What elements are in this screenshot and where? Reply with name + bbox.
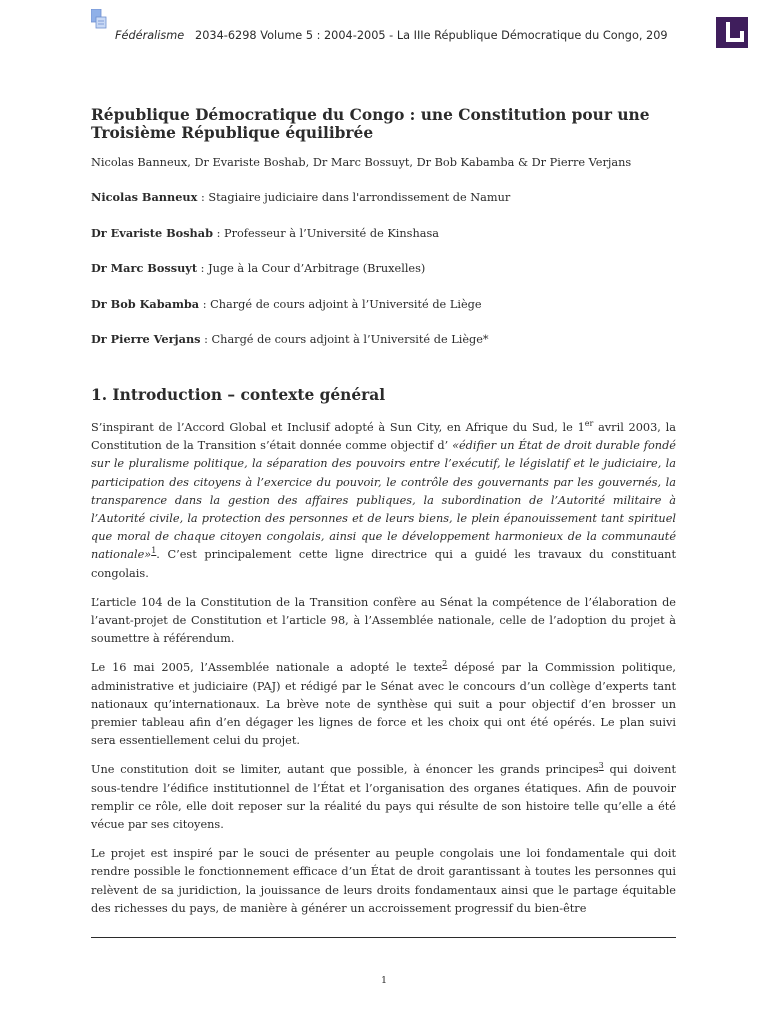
p3-text-a: Le 16 mai 2005, l’Assemblée nationale a adopté le texte (91, 661, 443, 675)
constitution-quote: «édifier un État de droit durable fondé sur le pluralisme politique, la séparation des pouvoirs entre l’exécutif, le législatif et le judiciaire, la participation des citoyens à l’exercice du pouvoir, le contrôle des gouvernants par les gouvernés, la transparence dans la gestion des affaires publiques, la subordination de l’Autorité militaire à l’Autorité civile, la protection des personnes et de leurs biens, le plein épanouissement tant spirituel que moral de chaque citoyen congolais, ainsi que le développement harmonieux de la communauté nationale» (91, 439, 676, 562)
article-title: République Démocratique du Congo : une Constitution pour une Troisième République équilibrée (91, 106, 650, 142)
affiliation-item (91, 331, 676, 348)
running-header (91, 27, 681, 45)
footnote-ref-2[interactable]: 2 (442, 659, 448, 669)
paragraph-4 (91, 761, 676, 834)
affiliation-role: : Stagiaire judiciaire dans l'arrondissement de Namur (197, 191, 511, 204)
journal-name: Fédéralisme (115, 29, 185, 42)
footnote-ref-1[interactable]: 1 (151, 546, 157, 556)
p3-text-b: déposé par la Commission politique, administrative et judiciaire (PAJ) et rédigé par le Sénat avec le concours d’un collège d’experts tant nationaux qu’internationaux. La brève note de synthèse qui suit a pour objectif d’en brosser un premier tableau afin d’en dégager les lignes de force et les choix qui ont été opérés. Le plan suivi sera essentiellement celui du projet. (91, 661, 676, 748)
header-citation: 2034-6298 Volume 5 : 2004-2005 - La IIIe République Démocratique du Congo, 209 (195, 29, 668, 42)
p1-text-b: avril 2003, la Constitution de la Transition s’était donnée comme objectif d’ (91, 421, 676, 453)
author-line: Nicolas Banneux, Dr Evariste Boshab, Dr Marc Bossuyt, Dr Bob Kabamba & Dr Pierre Verjans (91, 156, 632, 169)
affiliation-item (91, 296, 676, 313)
paragraph-1 (91, 419, 676, 583)
paragraph-2: L’article 104 de la Constitution de la Transition confère au Sénat la compétence de l’élaboration de l’avant-projet de Constitution et l’article 98, à l’Assemblée nationale, celle de l’adoption du projet à soumettre à référendum. (91, 595, 676, 646)
affiliation-name: Dr Bob Kabamba (91, 296, 200, 311)
footnote-ref-3[interactable]: 3 (598, 761, 604, 771)
affiliation-item (91, 225, 676, 242)
p4-text-a: Une constitution doit se limiter, autant que possible, à énoncer les grands principes (91, 763, 599, 777)
p1-text-c: . C’est principalement cette ligne directrice qui a guidé les travaux du constituant congolais. (91, 548, 676, 580)
ordinal-superscript: er (584, 419, 594, 429)
article-body (91, 106, 676, 935)
affiliation-name: Nicolas Banneux (91, 190, 198, 204)
affiliation-item (91, 189, 676, 206)
affiliation-name: Dr Evariste Boshab (91, 225, 213, 240)
affiliation-role: : Chargé de cours adjoint à l’Université de Liège (199, 297, 482, 311)
journal-logo-icon[interactable] (716, 17, 748, 48)
affiliation-role: : Juge à la Cour d’Arbitrage (Bruxelles) (197, 262, 426, 275)
p4-text-b: qui doivent sous-tendre l’édifice institutionnel de l’État et l’organisation des organes étatiques. Afin de pouvoir remplir ce rôle, elle doit reposer sur la réalité du pays qui résulte de son histoire telle qu’elle a été vécue par ses citoyens. (91, 763, 676, 832)
affiliation-role: : Professeur à l’Université de Kinshasa (213, 226, 440, 240)
affiliation-role: : Chargé de cours adjoint à l’Université de Liège* (200, 333, 489, 346)
paragraph-5: Le projet est inspiré par le souci de présenter au peuple congolais une loi fondamentale qui doit rendre possible le fonctionnement efficace d’un État de droit garantissant à toutes les personnes qui relèvent de sa juridiction, la jouissance de leurs droits fondamentaux ainsi que le partage équitable des richesses du pays, de manière à générer un accroissement progressif du bien-être (91, 847, 676, 915)
footnote-separator (91, 937, 676, 938)
p1-text-a: S’inspirant de l’Accord Global et Inclusif adopté à Sun City, en Afrique du Sud, le 1 (91, 421, 585, 434)
page-number: 1 (380, 975, 388, 986)
document-icon (91, 9, 107, 29)
affiliation-list (91, 189, 676, 348)
paragraph-3 (91, 659, 676, 750)
affiliation-name: Dr Marc Bossuyt (91, 261, 198, 275)
affiliation-name: Dr Pierre Verjans (91, 332, 201, 346)
section-heading: 1. Introduction – contexte général (91, 386, 386, 404)
affiliation-item (91, 260, 676, 277)
